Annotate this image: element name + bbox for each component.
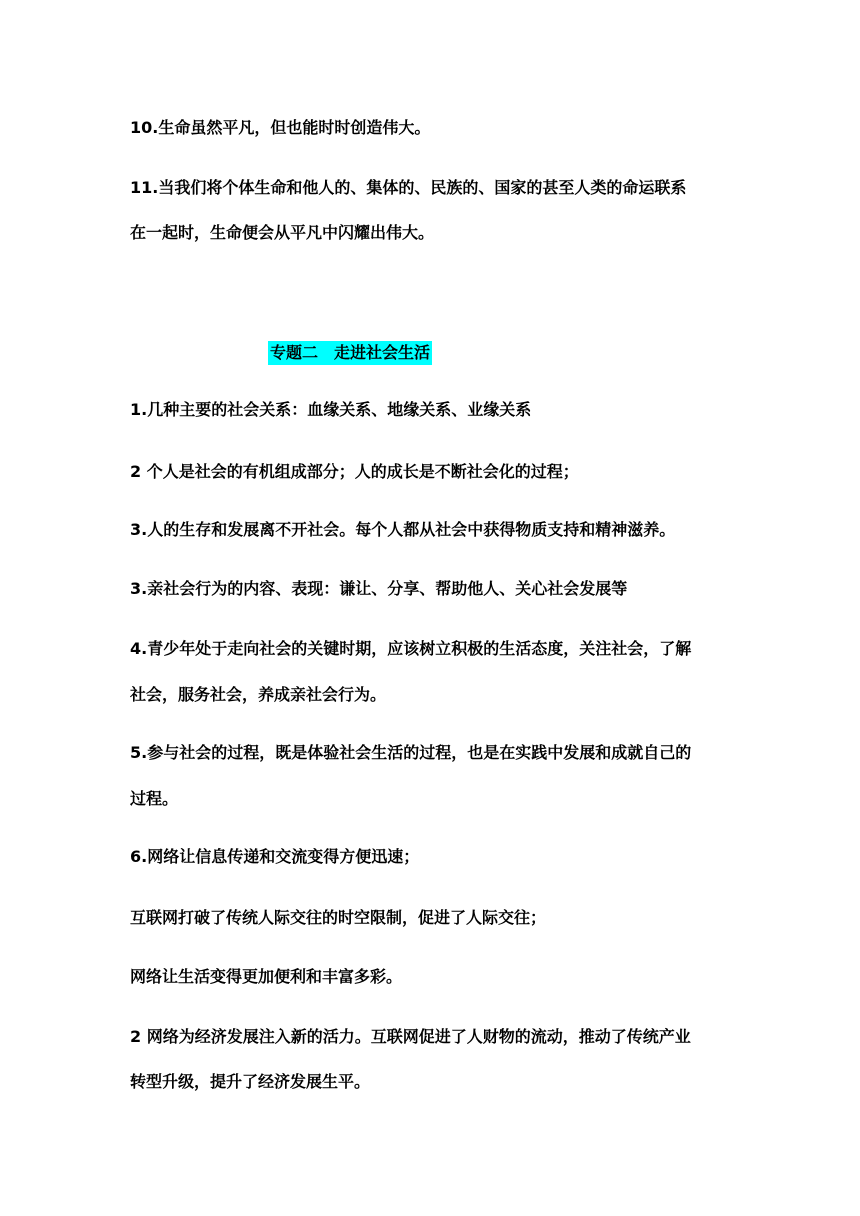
text-line-2b-cont: 转型升级，提升了经济发展生平。 <box>130 1072 371 1091</box>
text-line-5-cont: 过程。 <box>130 789 179 808</box>
text-line-3b: 3.亲社会行为的内容、表现：谦让、分享、帮助他人、关心社会发展等 <box>130 579 628 598</box>
text-line-4: 4.青少年处于走向社会的关键时期，应该树立积极的生活态度，关注社会，了解 <box>130 639 692 658</box>
text-line-10: 10.生命虽然平凡，但也能时时创造伟大。 <box>130 118 431 137</box>
text-line-11-cont: 在一起时，生命便会从平凡中闪耀出伟大。 <box>130 223 435 242</box>
text-line-11: 11.当我们将个体生命和他人的、集体的、民族的、国家的甚至人类的命运联系 <box>130 178 687 197</box>
text-line-6c: 网络让生活变得更加便利和丰富多彩。 <box>130 967 403 986</box>
text-line-2: 2 个人是社会的有机组成部分；人的成长是不断社会化的过程； <box>130 462 579 481</box>
text-line-5: 5.参与社会的过程，既是体验社会生活的过程，也是在实践中发展和成就自己的 <box>130 743 692 762</box>
section-heading: 专题二 走进社会生活 <box>268 341 432 365</box>
text-line-3a: 3.人的生存和发展离不开社会。每个人都从社会中获得物质支持和精神滋养。 <box>130 520 676 539</box>
text-line-6b: 互联网打破了传统人际交往的时空限制，促进了人际交往； <box>130 908 547 927</box>
text-line-2b: 2 网络为经济发展注入新的活力。互联网促进了人财物的流动，推动了传统产业 <box>130 1027 691 1046</box>
text-line-1: 1.几种主要的社会关系：血缘关系、地缘关系、业缘关系 <box>130 400 532 419</box>
text-line-6: 6.网络让信息传递和交流变得方便迅速； <box>130 847 420 866</box>
text-line-4-cont: 社会，服务社会，养成亲社会行为。 <box>130 685 387 704</box>
